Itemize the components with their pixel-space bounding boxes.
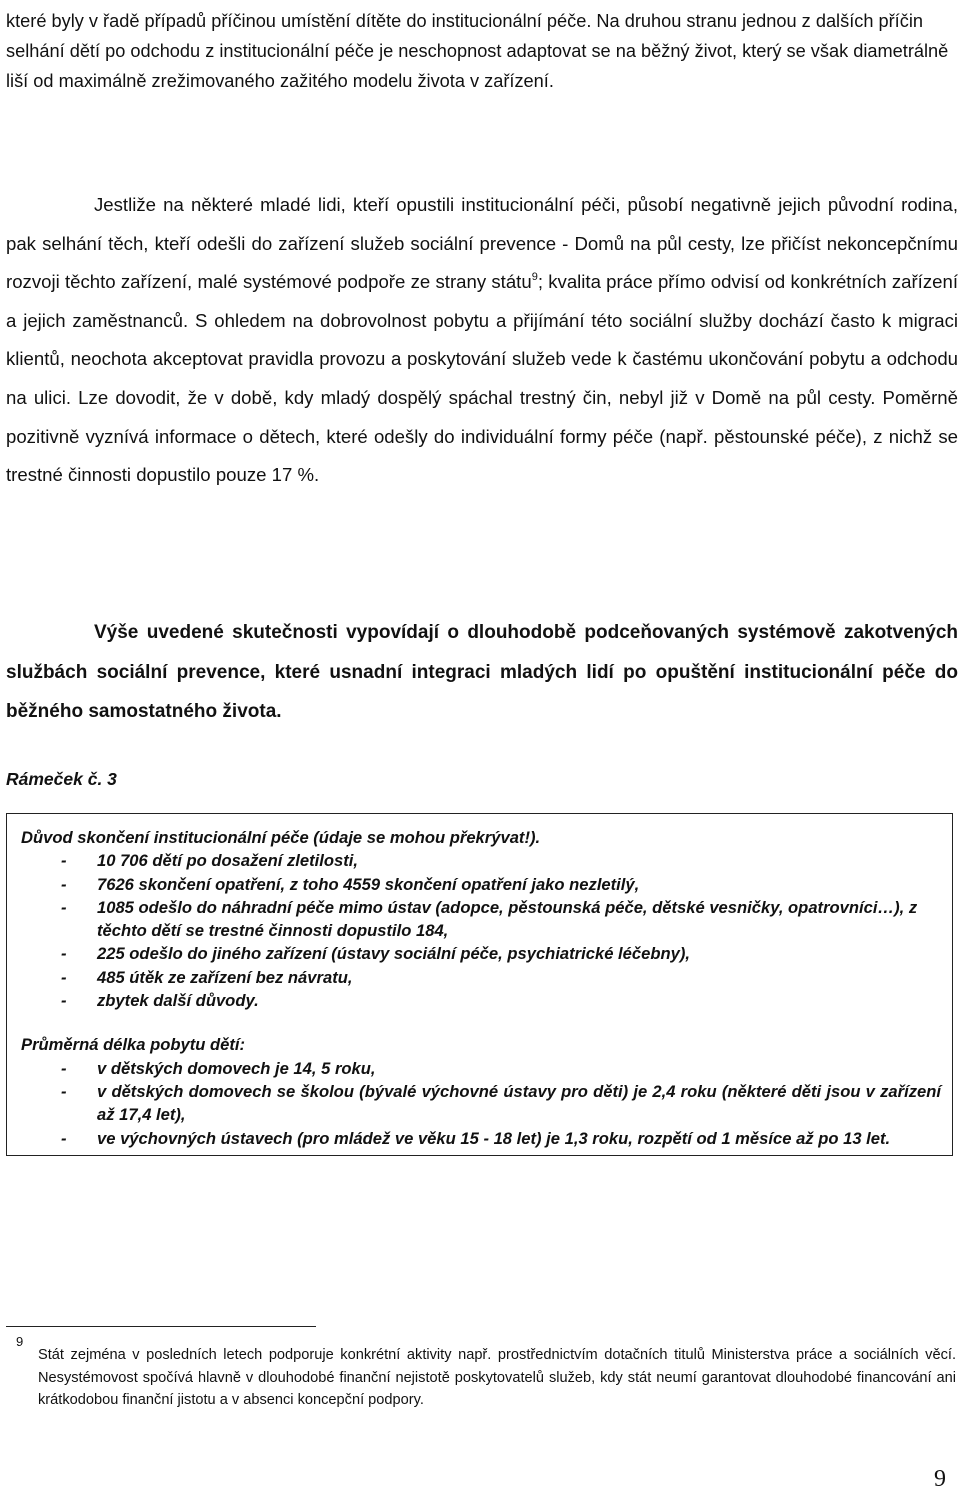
footnote-text: Stát zejména v posledních letech podporuje konkrétní aktivity např. prostřednictvím dotačních titulů Ministerstva práce a sociálních věcí. Nesystémovost spočívá hlavně v dlouhodobé finanční nejistotě poskytovatelů služeb, kdy stát neumí garantovat dlouhodobé financování ani krátkodobou finanční jistotu a v absenci koncepční podpory.	[38, 1347, 956, 1409]
list-item-text: 1085 odešlo do náhradní péče mimo ústav (adopce, pěstounská péče, dětské vesničky, opatrovníci…), z těchto dětí se trestné činnosti dopustilo 184,	[97, 897, 918, 941]
paragraph-1: které byly v řadě případů příčinou umístění dítěte do institucionální péče. Na druhou stranu jednou z dalších příčin selhání dětí po odchodu z institucionální péče je neschopnost adaptovat se na běžný život, který se však diametrálně liší od maximálně zrežimovaného zažitého modelu života v zařízení.	[6, 11, 949, 91]
spacer	[21, 1012, 941, 1033]
footnote-mark: 9	[16, 1334, 24, 1349]
conclusion-paragraph: Výše uvedené skutečnosti vypovídají o dlouhodobě podceňovaných systémově zakotvených službách sociální prevence, které usnadní integraci mladých lidí po opuštění institucionální péče do běžného samostatného života.	[6, 622, 958, 722]
list-item-text: 485 útěk ze zařízení bez návratu,	[97, 967, 353, 987]
dash-bullet: -	[61, 1128, 67, 1148]
box-label: Rámeček č. 3	[6, 769, 117, 789]
list-item-text: zbytek další důvody.	[97, 991, 259, 1011]
dash-bullet: -	[61, 874, 67, 894]
paragraph-2	[6, 186, 958, 495]
dash-bullet: -	[61, 1058, 67, 1078]
info-box	[6, 813, 953, 1156]
paragraph-2-text-b: ; kvalita práce přímo odvisí od konkrétních zařízení a jejich zaměstnanců. S ohledem na dobrovolnost pobytu a přijímání této sociální služby dochází často k migraci klientů, neochota akceptovat pravidla provozu a poskytování služeb vede k častému ukončování pobytu a odchodu na ulici. Lze dovodit, že v době, kdy mladý dospělý spáchal trestný čin, nebyl již v Domě na půl cesty. Poměrně pozitivně vyznívá informace o dětech, které odešly do individuální formy péče (např. pěstounské péče), z nichž se trestné činnosti dopustilo pouze 17 %.	[6, 271, 958, 486]
dash-bullet: -	[61, 944, 67, 964]
reasons-list	[21, 849, 941, 1012]
duration-list	[21, 1057, 941, 1150]
dash-bullet: -	[61, 991, 67, 1011]
list-item	[21, 896, 941, 943]
dash-bullet: -	[61, 897, 67, 917]
info-box-heading-duration: Průměrná délka pobytu dětí:	[21, 1035, 246, 1055]
page-number: 9	[934, 1466, 946, 1492]
list-item	[21, 1127, 941, 1150]
paragraph-2-text-a: Jestliže na některé mladé lidi, kteří opustili institucionální péči, působí negativně jejich původní rodina, pak selhání těch, kteří odešli do zařízení služeb sociální prevence - Domů na půl cesty, lze přičíst nekoncepčnímu rozvoji těchto zařízení, malé systémové podpoře ze strany státu	[6, 194, 958, 293]
list-item	[21, 942, 941, 965]
list-item-text: 7626 skončení opatření, z toho 4559 skončení opatření jako nezletilý,	[97, 874, 640, 894]
list-item-text: v dětských domovech se školou (bývalé výchovné ústavy pro děti) je 2,4 roku (některé děti jsou v zařízení až 17,4 let),	[97, 1081, 941, 1125]
list-item-text: ve výchovných ústavech (pro mládež ve věku 15 - 18 let) je 1,3 roku, rozpětí od 1 měsíce až po 13 let.	[97, 1128, 891, 1148]
list-item	[21, 849, 941, 872]
list-item	[21, 1080, 941, 1127]
list-item	[21, 1057, 941, 1080]
footnote-separator	[6, 1326, 316, 1327]
dash-bullet: -	[61, 851, 67, 871]
dash-bullet: -	[61, 967, 67, 987]
footnote-reference[interactable]: 9	[531, 271, 538, 284]
list-item-text: 225 odešlo do jiného zařízení (ústavy sociální péče, psychiatrické léčebny),	[97, 944, 690, 964]
list-item	[21, 873, 941, 896]
list-item	[21, 989, 941, 1012]
list-item-text: 10 706 dětí po dosažení zletilosti,	[97, 851, 358, 871]
info-box-content	[21, 826, 941, 1150]
list-item-text: v dětských domovech je 14, 5 roku,	[97, 1058, 376, 1078]
dash-bullet: -	[61, 1081, 67, 1101]
info-box-heading-reasons: Důvod skončení institucionální péče (údaje se mohou překrývat!).	[21, 828, 541, 847]
list-item	[21, 966, 941, 989]
